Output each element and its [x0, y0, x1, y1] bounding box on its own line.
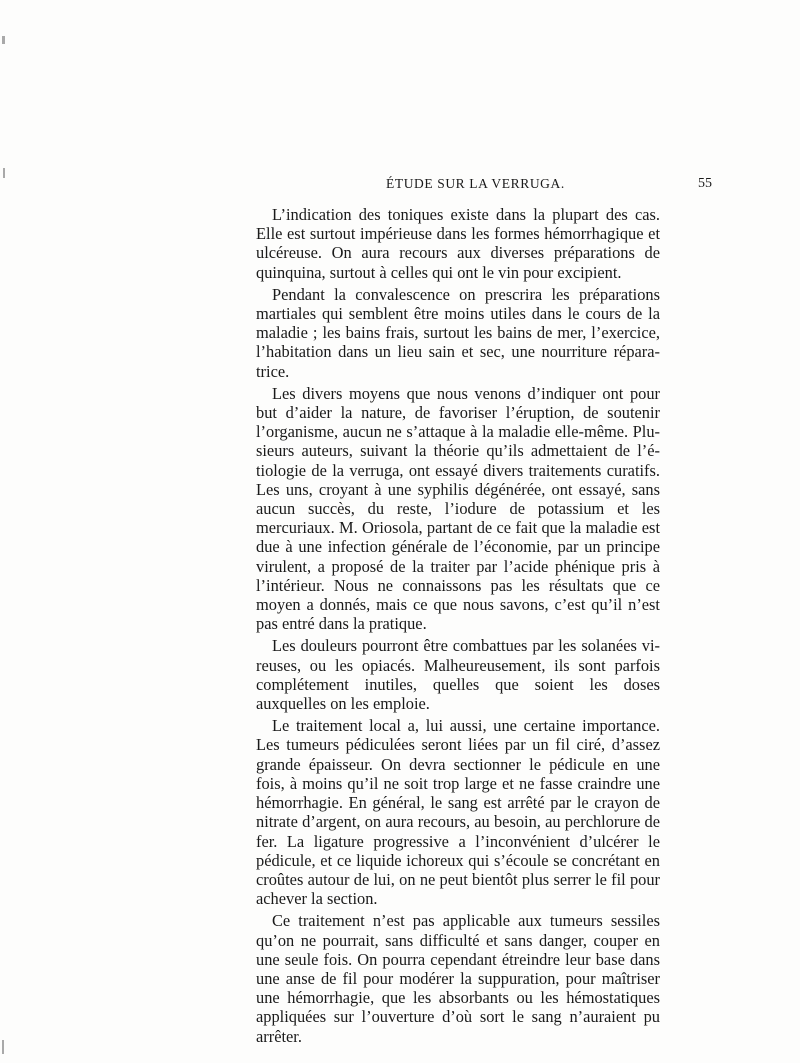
running-title: ÉTUDE SUR LA VERRUGA. [386, 176, 565, 191]
paragraph-sessile-tumors: Ce traitement n’est pas applicable aux tumeurs sessiles qu’on ne pourrait, sans difficulté et sans danger, couper en une seule fois. On pourra cependant étreindre leur base dans une anse de fil pour modérer la suppuration, pour maîtriser une hémorrhagie, que les absorbants ou les hémostatiques appliquées sur l’ouverture d’où sort le sang n’auraient pu arrêter. [256, 911, 660, 1046]
body-text [256, 205, 660, 1049]
paragraph-pain: Les douleurs pourront être combattues par les solanées vireuses, ou les opiacés. Malheureusement, ils sont parfois complétement inutiles, quelles que soient les doses auxquelles on les emploie. [256, 636, 660, 714]
scan-edge-mark [2, 1040, 4, 1054]
page-header [256, 176, 712, 200]
paragraph-convalescence: Pendant la convalescence on prescrira les préparations martiales qui semblent être moins utiles dans le cours de la maladie ; les bains frais, surtout les bains de mer, l’exercice, l’habitation dans un lieu sain et sec, une nourriture réparatrice. [256, 284, 660, 381]
paragraph-curative-treatments: Les divers moyens que nous venons d’indiquer ont pour but d’aider la nature, de favoriser l’éruption, de soutenir l’organisme, aucun ne s’attaque à la maladie elle-même. Plusieurs auteurs, suivant la théorie qu’ils admettaient de l’étiologie de la verruga, ont essayé divers traitements curatifs. Les uns, croyant à une syphilis dégénérée, ont essayé, sans aucun succès, du reste, l’iodure de potassium et les mercuriaux. M. Oriosola, partant de ce fait que la maladie est due à une infection générale de l’économie, par un principe virulent, a proposé de la traiter par l’acide phénique pris à l’intérieur. Nous ne connaissons pas les résultats que ce moyen a donnés, mais ce que nous savons, c’est qu’il n’est pas entré dans la pratique. [256, 383, 660, 634]
scan-edge-mark [3, 168, 5, 178]
scan-edge-mark [2, 36, 5, 44]
page-number: 55 [698, 176, 712, 191]
paragraph-tonics: L’indication des toniques existe dans la plupart des cas. Elle est surtout impérieuse dans les formes hémorrhagique et ulcéreuse. On aura recours aux diverses préparations de quinquina, surtout à celles qui ont le vin pour excipient. [256, 205, 660, 282]
paragraph-local-treatment: Le traitement local a, lui aussi, une certaine importance. Les tumeurs pédiculées seront liées par un fil ciré, d’assez grande épaisseur. On devra sectionner le pédicule en une fois, à moins qu’il ne soit trop large et ne fasse craindre une hémorrhagie. En général, le sang est arrêté par le crayon de nitrate d’argent, on aura recours, au besoin, au perchlorure de fer. La ligature progressive a l’inconvénient d’ulcérer le pédicule, et ce liquide ichoreux qui s’écoule se concrétant en croûtes autour de lui, on ne peut bientôt plus serrer le fil pour achever la section. [256, 716, 660, 909]
